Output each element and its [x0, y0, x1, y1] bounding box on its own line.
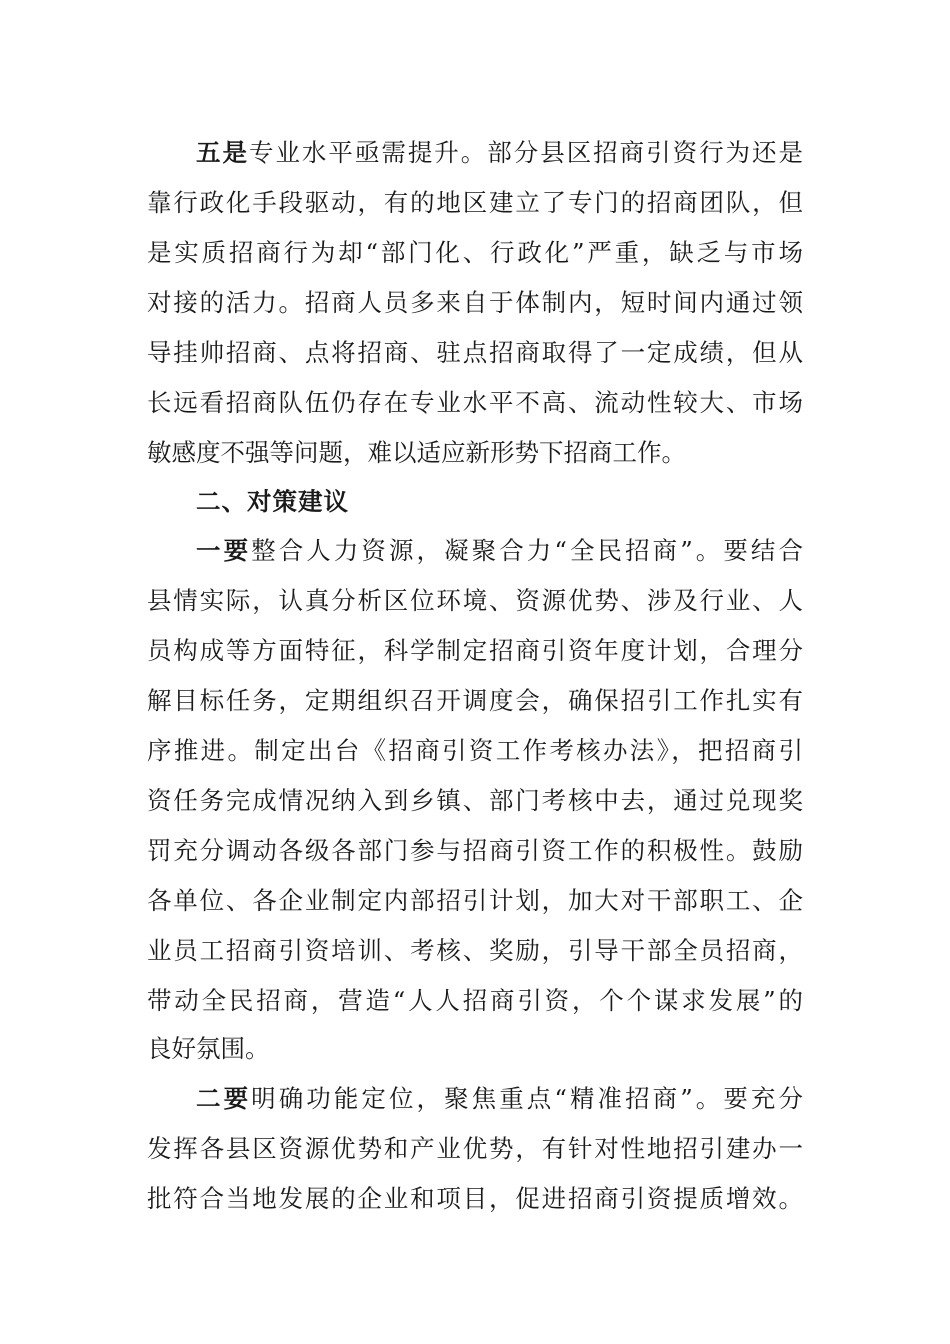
paragraph-s1-line-8: 各单位、各企业制定内部招引计划，加大对干部职工、企 [147, 886, 803, 915]
paragraph-s1-line-9: 业员工招商引资培训、考核、奖励，引导干部全员招商， [147, 936, 803, 965]
paragraph-5-line-6: 长远看招商队伍仍存在专业水平不高、流动性较大、市场 [147, 388, 803, 417]
paragraph-s1-line-5: 序推进。制定出台《招商引资工作考核办法》，把招商引 [147, 736, 803, 765]
paragraph-lead: 二要 [196, 1084, 252, 1113]
paragraph-5-line-7: 敏感度不强等问题，难以适应新形势下招商工作。 [147, 438, 686, 467]
paragraph-s1-line-1 [196, 526, 803, 576]
paragraph-s1-line-2: 县情实际，认真分析区位环境、资源优势、涉及行业、人 [147, 586, 803, 615]
paragraph-5-line-2: 靠行政化手段驱动，有的地区建立了专门的招商团队，但 [147, 188, 803, 217]
paragraph-s1-line-6: 资任务完成情况纳入到乡镇、部门考核中去，通过兑现奖 [147, 786, 803, 815]
paragraph-lead: 五是 [196, 138, 249, 167]
paragraph-5-line-1 [196, 128, 803, 178]
paragraph-s2-line-3: 批符合当地发展的企业和项目，促进招商引资提质增效。 [147, 1184, 803, 1213]
paragraph-text: 专业水平亟需提升。部分县区招商引资行为还是 [248, 138, 803, 167]
paragraph-s2-line-2: 发挥各县区资源优势和产业优势，有针对性地招引建办一 [147, 1134, 803, 1163]
section-heading: 二、对策建议 [196, 487, 349, 516]
paragraph-text: 整合人力资源，凝聚合力“全民招商”。要结合 [251, 536, 803, 565]
paragraph-s1-line-7: 罚充分调动各级各部门参与招商引资工作的积极性。鼓励 [147, 836, 803, 865]
paragraph-5-line-5: 导挂帅招商、点将招商、驻点招商取得了一定成绩，但从 [147, 338, 803, 367]
paragraph-s2-line-1 [196, 1074, 803, 1124]
paragraph-s1-line-4: 解目标任务，定期组织召开调度会，确保招引工作扎实有 [147, 686, 803, 715]
paragraph-s1-line-10: 带动全民招商，营造“人人招商引资，个个谋求发展”的 [147, 986, 803, 1015]
paragraph-text: 明确功能定位，聚焦重点“精准招商”。要充分 [251, 1084, 803, 1113]
paragraph-5-line-4: 对接的活力。招商人员多来自于体制内，短时间内通过领 [147, 288, 803, 317]
paragraph-s1-line-11: 良好氛围。 [147, 1034, 270, 1063]
paragraph-5-line-3: 是实质招商行为却“部门化、行政化”严重，缺乏与市场 [147, 238, 803, 267]
paragraph-s1-line-3: 员构成等方面特征，科学制定招商引资年度计划，合理分 [147, 636, 803, 665]
paragraph-lead: 一要 [196, 536, 252, 565]
